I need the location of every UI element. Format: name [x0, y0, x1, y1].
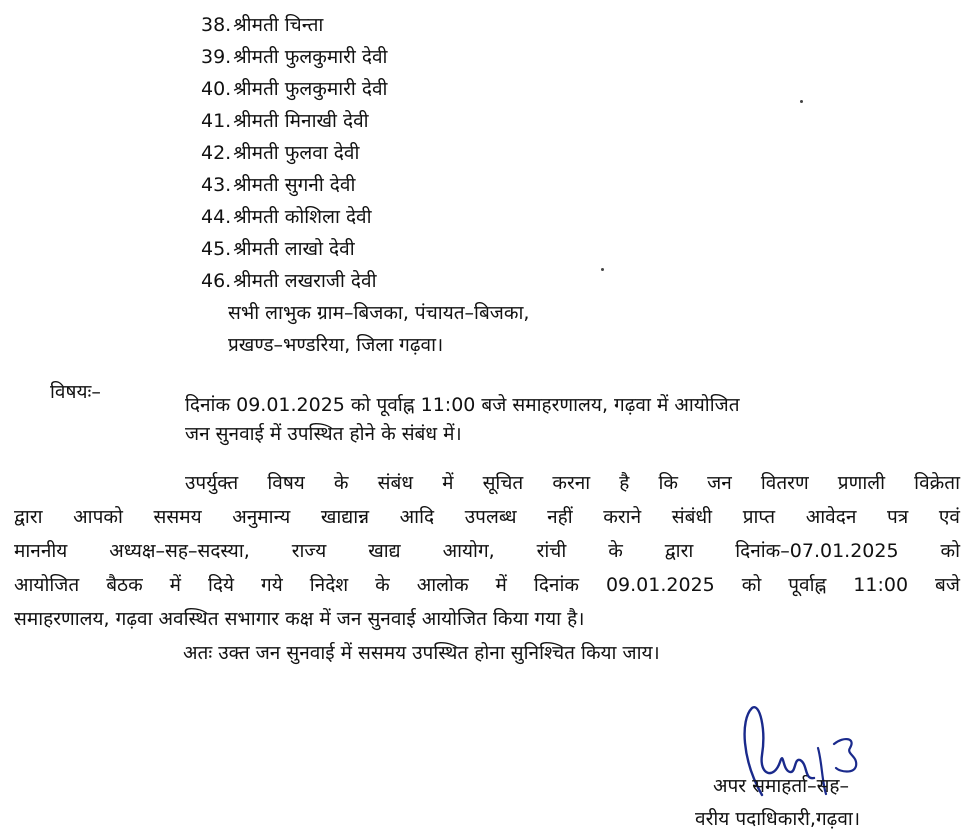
body-line-1: उपर्युक्त विषय के संबंध में सूचित करना है कि जन वितरण प्रणाली विक्रेता: [185, 472, 960, 494]
body-line-5: समाहरणालय, गढ़वा अवस्थित सभागार कक्ष में जन सुनवाई आयोजित किया गया है।: [14, 608, 585, 630]
body-line-6: अतः उक्त जन सुनवाई में ससमय उपस्थित होना सुनिश्चित किया जाय।: [183, 642, 660, 664]
subject-label: विषयः–: [50, 381, 101, 403]
body-line-2: द्वारा आपको ससमय अनुमान्य खाद्यान्न आदि उपलब्ध नहीं कराने संबंधी प्राप्त आवेदन पत्र एवं: [14, 506, 960, 528]
scan-speck: [800, 100, 803, 103]
list-item: [201, 77, 387, 101]
list-item-number: 40.: [201, 78, 232, 100]
body-line-4: आयोजित बैठक में दिये गये निदेश के आलोक में दिनांक 09.01.2025 को पूर्वाह्न 11:00 बजे: [14, 574, 960, 596]
list-item-number: 41.: [201, 110, 232, 132]
list-item-number: 43.: [201, 174, 232, 196]
address-line-1: सभी लाभुक ग्राम–बिजका, पंचायत–बिजका,: [228, 302, 530, 324]
list-item-name: श्रीमती चिन्ता: [233, 14, 324, 36]
list-item-number: 44.: [201, 206, 232, 228]
body-line-3: माननीय अध्यक्ष–सह–सदस्या, राज्य खाद्य आयोग, रांची के द्वारा दिनांक–07.01.2025 को: [14, 540, 960, 562]
list-item: [201, 205, 372, 229]
list-item: [201, 237, 355, 261]
signatory-designation-1: अपर समाहर्ता–सह–: [713, 775, 850, 797]
signatory-designation-2: वरीय पदाधिकारी,गढ़वा।: [695, 808, 861, 830]
list-item-number: 42.: [201, 142, 232, 164]
list-item-name: श्रीमती फुलकुमारी देवी: [233, 46, 388, 68]
list-item-name: श्रीमती लखराजी देवी: [233, 270, 377, 292]
list-item-name: श्रीमती फुलवा देवी: [233, 142, 360, 164]
list-item-name: श्रीमती लाखो देवी: [233, 238, 355, 260]
subject-line-1: दिनांक 09.01.2025 को पूर्वाह्न 11:00 बजे समाहरणालय, गढ़वा में आयोजित: [185, 394, 740, 416]
list-item-number: 45.: [201, 238, 232, 260]
list-item-name: श्रीमती सुगनी देवी: [233, 174, 356, 196]
list-item: [201, 109, 369, 133]
list-item-number: 38.: [201, 14, 232, 36]
list-item: [201, 173, 355, 197]
list-item: [201, 269, 377, 293]
scan-speck: [601, 268, 604, 271]
list-item-number: 46.: [201, 270, 232, 292]
list-item-name: श्रीमती फुलकुमारी देवी: [233, 78, 388, 100]
list-item: [201, 141, 359, 165]
address-line-2: प्रखण्ड–भण्डरिया, जिला गढ़वा।: [228, 334, 444, 356]
list-item: [201, 45, 387, 69]
list-item-name: श्रीमती कोशिला देवी: [233, 206, 372, 228]
list-item-name: श्रीमती मिनाखी देवी: [233, 110, 369, 132]
list-item-number: 39.: [201, 46, 232, 68]
subject-line-2: जन सुनवाई में उपस्थित होने के संबंध में।: [185, 423, 462, 445]
list-item: [201, 13, 323, 37]
